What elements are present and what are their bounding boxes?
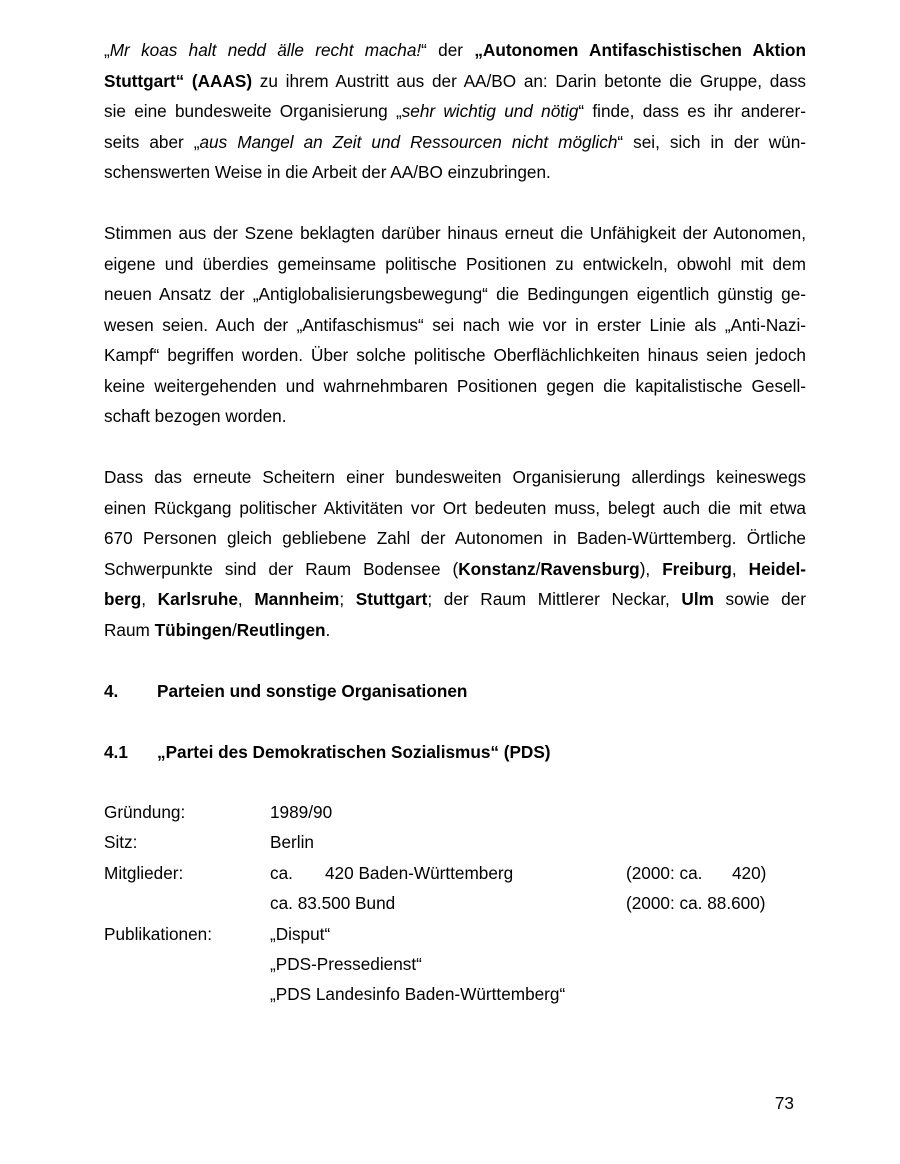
publication-item: „Disput“ xyxy=(270,923,331,944)
text-run: Dass das erneute Scheitern einer bundesweiten Organisierung allerdings keineswegs xyxy=(104,467,806,487)
fact-label: Gründung: xyxy=(104,802,186,822)
publication-item: „PDS Landesinfo Baden-Württemberg“ xyxy=(270,984,566,1005)
section-heading-4-1 xyxy=(104,740,551,764)
text-run: Schwerpunkte sind der Raum Bodensee ( xyxy=(104,558,459,579)
text-run: Kampf“ begriffen worden. Über solche politische Oberflächlichkeiten hinaus seien jedoch xyxy=(104,345,806,365)
fact-label: Mitglieder: xyxy=(104,862,184,883)
text-run: ; der Raum Mittlerer Neckar, xyxy=(427,589,682,609)
fact-value: 1989/90 xyxy=(270,802,333,822)
bold-text-run: Stuttgart xyxy=(355,589,428,609)
paragraph-aaas-austritt xyxy=(104,35,806,188)
text-run: , xyxy=(141,589,158,609)
text-line xyxy=(104,249,806,280)
text-line xyxy=(104,615,806,646)
text-run: sie eine bundesweite Organisierung „ xyxy=(104,101,402,121)
bold-text-run: Heidel- xyxy=(748,558,806,579)
text-run: / xyxy=(231,619,237,640)
fact-row-publikationen-3 xyxy=(104,979,806,1009)
section-heading-4 xyxy=(104,679,467,703)
text-run: . xyxy=(325,619,331,640)
text-line xyxy=(104,96,806,127)
text-line xyxy=(104,340,806,371)
text-run: , xyxy=(237,589,255,609)
text-line xyxy=(104,462,806,493)
italic-text-run: sehr wichtig und nötig xyxy=(401,101,579,121)
text-line xyxy=(104,493,806,524)
text-run: / xyxy=(535,558,541,579)
text-run: neuen Ansatz der „Antiglobalisierungsbewegung“ die Bedingungen eigentlich günstig ge- xyxy=(104,284,806,304)
text-line xyxy=(104,127,806,158)
text-run: “ sei, sich in der wün- xyxy=(617,131,807,152)
text-line xyxy=(104,310,806,341)
text-run: „ xyxy=(104,40,110,60)
section-number: 4.1 xyxy=(104,742,128,762)
fact-value: 420 Baden-Württemberg xyxy=(325,862,514,883)
text-run: , xyxy=(731,558,749,579)
fact-value: ca. 83.500 Bund xyxy=(270,893,396,914)
fact-value: Berlin xyxy=(270,832,314,853)
text-line xyxy=(104,523,806,554)
text-run: sowie der xyxy=(713,589,806,609)
fact-row-gruendung xyxy=(104,797,806,827)
text-line xyxy=(104,218,806,249)
text-line xyxy=(104,371,806,402)
text-line xyxy=(104,554,806,585)
bold-text-run: „Autonomen Antifaschistischen Aktion xyxy=(474,40,806,60)
fact-row-publikationen xyxy=(104,919,806,949)
fact-previous-year: (2000: ca. xyxy=(626,862,703,883)
text-run: ), xyxy=(639,558,663,579)
text-line xyxy=(104,401,806,432)
paragraph-autonome-bw xyxy=(104,462,806,645)
text-run: ; xyxy=(339,589,356,609)
bold-text-run: berg xyxy=(104,589,142,609)
text-run: eigene und überdies gemeinsame politische Positionen zu entwickeln, obwohl mit dem xyxy=(104,253,806,274)
text-line xyxy=(104,157,806,188)
text-run: 670 Personen gleich gebliebene Zahl der Autonomen in Baden-Württemberg. Örtliche xyxy=(104,528,806,548)
text-run: seits aber „ xyxy=(104,131,200,152)
section-number: 4. xyxy=(104,681,119,701)
bold-text-run: Mannheim xyxy=(254,589,340,609)
publication-item: „PDS-Pressedienst“ xyxy=(270,953,422,974)
text-run: Raum xyxy=(104,619,155,640)
italic-text-run: Mr koas halt nedd älle recht macha! xyxy=(109,40,422,60)
fact-label: Sitz: xyxy=(104,832,138,853)
bold-text-run: Karlsruhe xyxy=(157,589,238,609)
text-run: “ der xyxy=(421,40,475,60)
bold-text-run: Stuttgart“ (AAAS) xyxy=(104,70,253,91)
text-run: schenswerten Weise in die Arbeit der AA/BO einzubringen. xyxy=(104,162,551,182)
text-run: keine weitergehenden und wahrnehmbaren Positionen gegen die kapitalistische Gesell- xyxy=(104,375,806,396)
fact-value-prefix: ca. xyxy=(270,862,293,883)
section-title: Parteien und sonstige Organisationen xyxy=(157,681,468,701)
bold-text-run: Ulm xyxy=(681,589,714,609)
text-run: schaft bezogen worden. xyxy=(104,406,287,426)
page-number: 73 xyxy=(774,1093,794,1113)
fact-previous-value: 420) xyxy=(732,862,767,883)
text-line xyxy=(104,66,806,97)
text-run: Stimmen aus der Szene beklagten darüber hinaus erneut die Unfähigkeit der Autonomen, xyxy=(104,223,806,243)
fact-row-sitz xyxy=(104,827,806,857)
text-run: “ finde, dass es ihr anderer- xyxy=(578,101,806,121)
text-run: wesen seien. Auch der „Antifaschismus“ sei nach wie vor in erster Linie als „Anti-Nazi- xyxy=(104,314,806,335)
bold-text-run: Tübingen xyxy=(154,619,232,640)
section-title: „Partei des Demokratischen Sozialismus“ (PDS) xyxy=(157,742,551,762)
fact-label: Publikationen: xyxy=(104,923,212,944)
text-run: zu ihrem Austritt aus der AA/BO an: Darin betonte die Gruppe, dass xyxy=(252,70,807,91)
fact-row-mitglieder-bw xyxy=(104,858,806,888)
fact-previous-year: (2000: ca. 88.600) xyxy=(626,893,766,914)
text-line xyxy=(104,279,806,310)
fact-row-mitglieder-bund xyxy=(104,888,806,918)
bold-text-run: Reutlingen xyxy=(236,619,326,640)
bold-text-run: Konstanz xyxy=(458,558,536,579)
bold-text-run: Ravensburg xyxy=(540,558,640,579)
fact-row-publikationen-2 xyxy=(104,949,806,979)
text-line xyxy=(104,584,806,615)
text-run: einen Rückgang politischer Aktivitäten vor Ort bedeuten muss, belegt auch die mit etwa xyxy=(104,497,806,518)
italic-text-run: aus Mangel an Zeit und Ressourcen nicht möglich xyxy=(199,131,618,152)
paragraph-szene-kritik xyxy=(104,218,806,432)
pds-facts-table xyxy=(104,797,806,1010)
bold-text-run: Freiburg xyxy=(662,558,732,579)
text-line xyxy=(104,35,806,66)
